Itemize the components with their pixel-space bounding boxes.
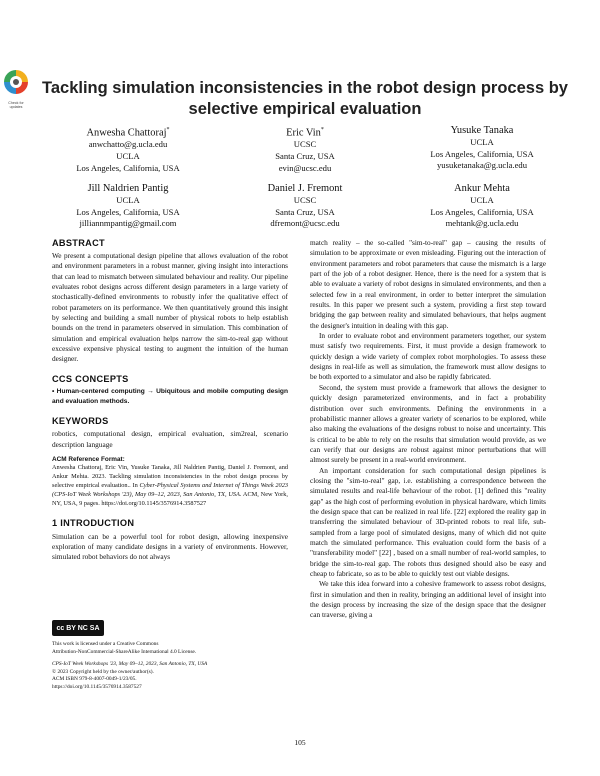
- author-email: yusuketanaka@g.ucla.edu: [437, 160, 527, 171]
- ccs-text: • Human-centered computing → Ubiquitous and mobile computing design and evaluation methods.: [52, 387, 288, 406]
- keywords-text: robotics, computational design, empirical evaluation, sim2real, scenario description language: [52, 429, 288, 449]
- author-mark: *: [320, 127, 324, 133]
- body-paragraph: We take this idea forward into a cohesive framework to assess robot designs, first in simulation and then in reality, bringing an additional level of insight into the design process by increasing the size of the design space that the designer can traverse, giving a: [310, 579, 546, 620]
- author-org: UCLA: [470, 137, 494, 147]
- author-email: evin@ucsc.edu: [278, 162, 332, 173]
- author-block: [40, 124, 570, 230]
- acm-reference-heading: ACM Reference Format:: [52, 456, 125, 464]
- body-paragraph: match reality – the so-called "sim-to-real" gap – causing the results of simulation to be approximate or even misleading. Figuring out the interaction of environment parameters and robot parameters that cause the mismatch is a large part of the job of a robot designer. Hence, there is the need for a system that is able to evaluate a variety of robot designs in simulated environments, and then a selected few in a real environment, in order to better interpret the simulation results. In this paper we present such a system, providing a first step toward bridging the gap between reality and simulated behaviours, that helps augment the designer's intuition in dealing with this gap.: [310, 238, 546, 330]
- abstract-text: We present a computational design pipeline that allows evaluation of the robot and environment parameters in a robust manner, giving insight into interactions that can lead to mismatch between simulated behaviour and reality. Our pipeline evaluates robot designs across different design parameters in a large variety of stochastically-defined environments to robustly infer the qualitative effect of robot parameters on its performance. We then quantitatively ground this insight by selecting and building a small number of physical robots to help establish bounds on the trend in parameters observed in simulation. This combination of simulation and empirical evaluation helps narrow the sim-to-real gap without excessive expensive physical testing to augment the intuition of the human designer.: [52, 251, 288, 364]
- introduction-text: Simulation can be a powerful tool for robot design, allowing inexpensive exploration of many candidate designs in a variety of environments. However, simulated robot behaviors do not always: [52, 531, 288, 562]
- keywords-heading: KEYWORDS: [52, 416, 109, 427]
- author-name: Eric Vin: [286, 127, 321, 139]
- author-card: [217, 182, 393, 230]
- footer-isbn: ACM ISBN 979-8-4007-0049-1/23/05.: [52, 676, 137, 683]
- author-email: anwchatto@g.ucla.edu: [88, 139, 168, 150]
- left-column: [52, 238, 288, 563]
- author-card: [217, 124, 393, 174]
- license-line: This work is licensed under a Creative Commons: [52, 641, 159, 647]
- author-location: Los Angeles, California, USA: [76, 206, 180, 217]
- author-card: [40, 124, 216, 174]
- page-number: 105: [294, 738, 306, 747]
- author-org: UCSC: [293, 195, 317, 206]
- body-paragraph: In order to evaluate robot and environment parameters together, our system must satisfy two requirements. First, it must provide a design framework to quickly design a wide variety of complex robot morphologies. To assess these designs in real-life as well as simulation, the framework must allow designs to be both exported to a simulator and also be rapidly fabricated.: [310, 331, 546, 382]
- footer-doi[interactable]: https://doi.org/10.1145/3576914.3587527: [52, 683, 142, 690]
- author-org: UCLA: [470, 195, 494, 206]
- author-mark: *: [166, 127, 170, 133]
- author-name: Ankur Mehta: [454, 183, 510, 195]
- footer-info: [52, 661, 288, 691]
- abstract-heading: ABSTRACT: [52, 238, 105, 248]
- author-location: Los Angeles, California, USA: [430, 148, 534, 159]
- author-card: [394, 182, 570, 230]
- ccs-heading: CCS CONCEPTS: [52, 373, 129, 384]
- author-location: Los Angeles, California, USA: [76, 162, 180, 173]
- introduction-heading: 1 INTRODUCTION: [52, 517, 135, 528]
- footer-venue: CPS-IoT Week Workshops '23, May 09–12, 2023, San Antonio, TX, USA: [52, 661, 208, 667]
- body-paragraph: An important consideration for such computational design pipelines is closing the "sim-to-real" gap, i.e. establishing a correspondence between the simulated results and real-life behaviour of the robot. [1] defined this "reality gap" as the high cost of performing evolution in physical hardware, which limits the design space that can be realized in real life. [22] explored the reality gap in transferring the simulated behaviour of 3D-printed robots to real life, sub-sampled from a large pool of simulated designs, many of which did not quite match the simulated performance. This evaluation could form the basis of a "transferability model" [22] , based on a small number of real-world samples, to bridge the sim-to-real gap. The robots thus designed should also be easy and cheap to fabricate, so as to be able to quickly test out viable designs.: [310, 465, 546, 578]
- acm-reference-authors: Anwesha Chattoraj, Eric Vin, Yusuke Tanaka, Jill Naldrien Pantig, Daniel J. Fremont, and Ankur Mehta. 2023. Tackling simulation inconsistencies in the robot design process by selective empirical evaluation.. In: [52, 464, 288, 489]
- author-org: UCSC: [293, 139, 317, 150]
- body-paragraph: Second, the system must provide a framework that allows the designer to quickly design parameterized environments, and in fact a probability distribution over such environments. Defining the environments in a probabilistic manner allows a greater variety of scenarios to be explored, while also making the evaluations of the designs robust to noise and uncertainty. This is critical to be able to rely on the results that simulation would provide, as we can verify that our designs are robust against minor perturbations that will almost surely be present in a real-world environment.: [310, 382, 546, 465]
- author-name: Yusuke Tanaka: [450, 125, 514, 136]
- acm-reference-text: [52, 464, 288, 509]
- license-line: Attribution-NonCommercial-ShareAlike International 4.0 License.: [52, 648, 197, 655]
- author-name: Anwesha Chattoraj: [86, 127, 167, 139]
- check-for-updates-icon: [2, 68, 30, 96]
- check-for-updates-logo[interactable]: [2, 68, 30, 109]
- logo-text: Check for updates: [8, 101, 24, 109]
- acm-reference-doi: ACM, New York, NY, USA, 9 pages. https://doi.org/10.1145/3576914.3587527: [52, 490, 288, 507]
- right-column: [310, 238, 546, 621]
- author-card: [394, 124, 570, 174]
- footer-copyright: © 2023 Copyright held by the owner/author(s).: [52, 668, 154, 675]
- author-email: dfremont@ucsc.edu: [270, 218, 340, 229]
- author-email: mehtank@g.ucla.edu: [445, 218, 519, 229]
- author-org: UCLA: [116, 151, 140, 162]
- creative-commons-badge[interactable]: [52, 620, 104, 636]
- author-card: [40, 182, 216, 230]
- author-location: Santa Cruz, USA: [275, 151, 335, 162]
- license-notice: [52, 641, 288, 656]
- author-name: Jill Naldrien Pantig: [87, 183, 169, 195]
- author-location: Santa Cruz, USA: [275, 206, 335, 217]
- paper-title: Tackling simulation inconsistencies in the robot design process by selective empirical evaluation: [42, 79, 568, 118]
- author-name: Daniel J. Fremont: [267, 183, 343, 195]
- author-email: jilliannmpantig@gmail.com: [79, 218, 177, 229]
- author-location: Los Angeles, California, USA: [430, 206, 534, 217]
- author-org: UCLA: [116, 195, 140, 206]
- acm-reference-venue: Cyber-Physical Systems and Internet of Things Week 2023 (CPS-IoT Week Workshops '23), May 09–12, 2023, San Antonio, TX, USA.: [52, 481, 288, 498]
- cc-badge-text: cc BY NC SA: [56, 624, 100, 632]
